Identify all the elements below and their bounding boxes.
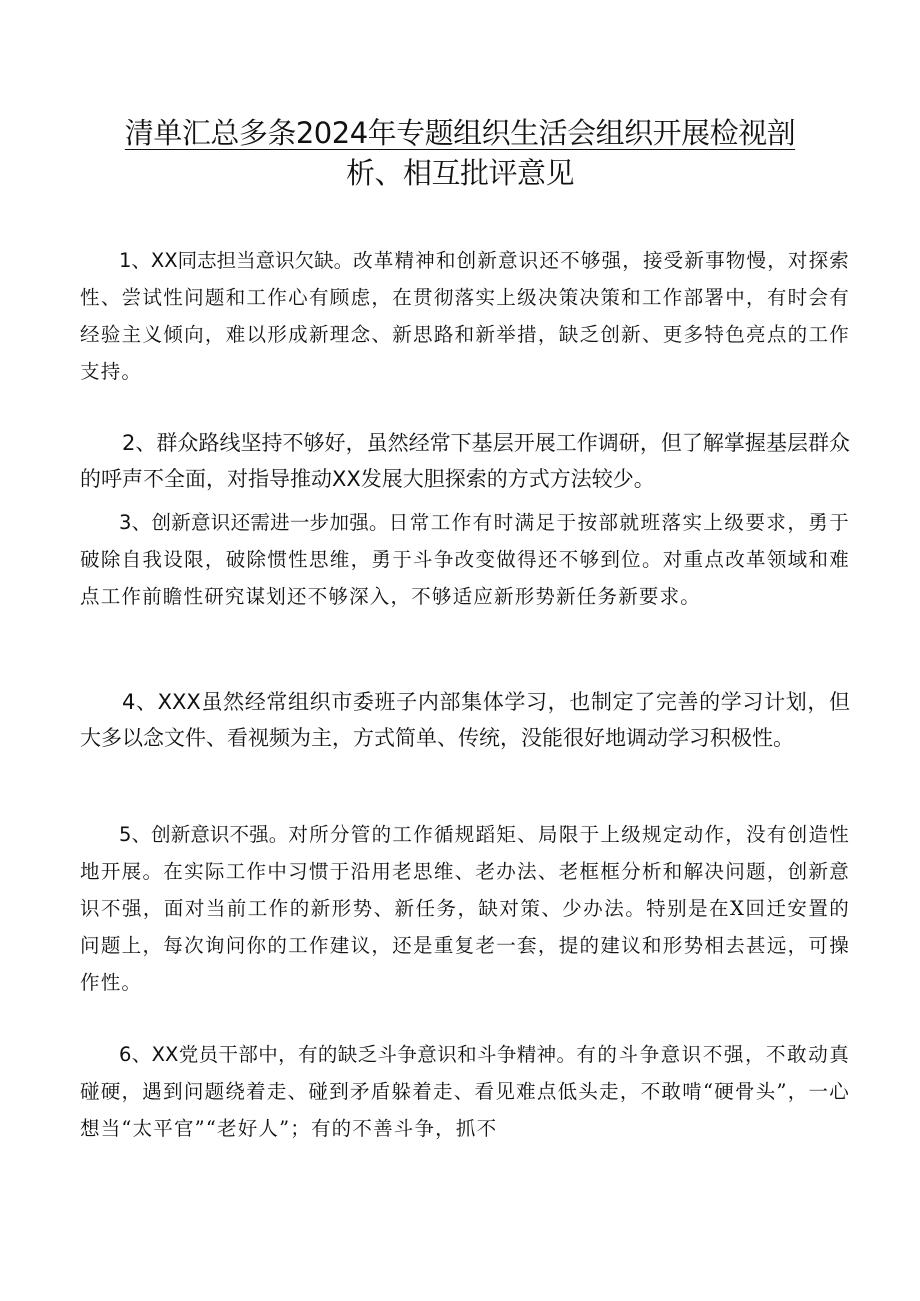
paragraph-3-body: 日常工作有时满足于按部就班落实上级要求，勇于破除自我设限，破除惯性思维，勇于斗争改变做得还不够到位。对重点改革领域和难点工作前瞻性研究谋划还不够深入，不够适应新形势新任务新要求。 — [80, 511, 850, 608]
paragraph-6-lead: 6、XX党员干部中，有的缺乏斗争意识和斗争精神。 — [119, 1043, 577, 1066]
paragraph-5-lead: 5、创新意识不强。 — [119, 823, 289, 846]
paragraph-3-lead: 3、创新意识还需进一步加强。 — [119, 511, 389, 534]
paragraph-6-body: 有的斗争意识不强，不敢动真碰硬，遇到问题绕着走、碰到矛盾躲着走、看见难点低头走，不敢啃“硬骨头”，一心想当“太平官”“老好人”；有的不善斗争，抓不 — [80, 1043, 850, 1140]
paragraph-1-body: 改革精神和创新意识还不够强，接受新事物慢，对探索性、尝试性问题和工作心有顾虑，在贯彻落实上级决策决策和工作部署中，有时会有经验主义倾向，难以形成新理念、新思路和新举措，缺乏创新、更多特色亮点的工作支持。 — [80, 249, 850, 383]
paragraph-2 — [80, 425, 850, 497]
paragraph-5-body: 对所分管的工作循规蹈矩、局限于上级规定动作，没有创造性地开展。在实际工作中习惯于沿用老思维、老办法、老框框分析和解决问题，创新意识不强，面对当前工作的新形势、新任务，缺对策、少办法。特别是在X回迁安置的问题上，每次询问你的工作建议，还是重复老一套，提的建议和形势相去甚远，可操作性。 — [80, 823, 850, 994]
paragraph-2-lead: 2、群众路线坚持不够好，虽然经常下基层开展工作调研，但了解掌握基层群众的呼声不全面，对指导推动XX发展大胆探索的方式方法较少。 — [80, 431, 850, 491]
paragraph-5 — [80, 816, 850, 1001]
paragraph-4-lead: 4、XXX虽然经常组织市委班子内部集体学习，也制定了完善的学习计划，但大多以念文件、看视频为主，方式简单、传统，没能很好地调动学习积极性。 — [80, 690, 850, 750]
paragraph-6 — [80, 1036, 850, 1147]
paragraph-1-lead: 1、XX同志担当意识欠缺。 — [119, 249, 354, 272]
paragraph-1 — [80, 242, 850, 390]
paragraph-3 — [80, 504, 850, 615]
title-line-1: 清单汇总多条2024年专题组织生活会组织开展检视剖 — [124, 116, 796, 150]
paragraph-4 — [80, 684, 850, 756]
title-line-2: 析、相互批评意见 — [345, 156, 574, 190]
